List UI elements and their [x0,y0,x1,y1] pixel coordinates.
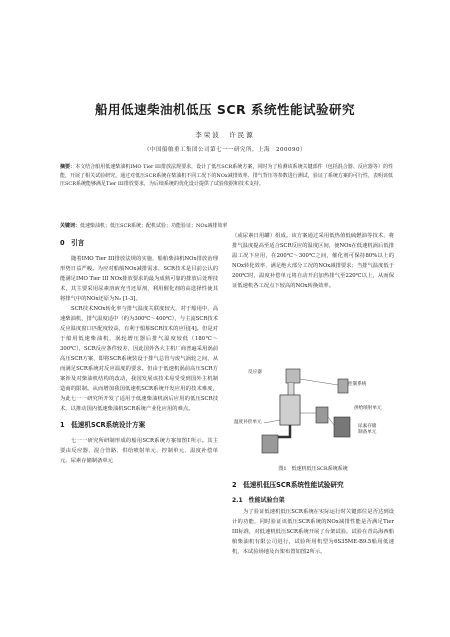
section-1-paragraph-1: 七一一研究所研制形成的船用SCR系统方案如图1所示。其主要由反应器、混合管路、供给喷射单元、控制单元、温度补偿单元、尿素存储制备单元 [60,438,218,464]
keywords-text: 低速柴油机；低压SCR系统；配机试验；功能验证；NOx减排效率 [80,223,228,229]
abstract-label: 摘要： [60,164,76,170]
section-2-heading: 2 低速机低压SCR系统性能试验研究 [232,481,344,489]
control-cabinet-icon [338,379,348,393]
section-0-paragraph-2: SCR技术NOx转化率与排气温度关联度较大，对于船用中、高速柴油机，排气温度适中（约为300℃～400℃），与主流SCR技术反应温度窗口匹配度较高，有利于船舶SCR技术的应用[4]。但是对于船用低速柴油机，涡轮增压器后排气温度较低（180℃～300℃），SCR反应条件较差，因此国外各大主机厂商普遍采用涡前高压SCR方案，即将SCR系统装设于排气总管与废气涡轮之间，从而满足SCR系统对反应温度的要求。但由于低速机涡前高压SCR方案涉及对柴油机结构的改动，我国发展该技术易受受到国外主机制造商的限制。从而增加我国低速机SCR系统开发应用的技术难度，为此七一一研究所开发了适用于低速柴油机涡后应用的低压SCR技术，以推动国内低速柴油机SCR系统产业化应用的难点。 [60,306,218,412]
paper-title: 船用低速柴油机低压 SCR 系统性能试验研究 [94,102,355,117]
label-control: 控制系统 [348,382,367,387]
keywords [60,222,393,230]
section-0-heading: 0 引言 [60,239,85,247]
paper-authors: 李荣波 许民源 [195,131,255,139]
scr-system-diagram [250,365,385,460]
right-column [232,231,394,291]
paper-affiliation: （中国船舶重工集团公司第七一一研究所，上海 200090） [144,147,306,153]
section-2-1-paragraph-1: 为了验证低速机低压SCR系统在实际运行时关键部位是否达到设计的功能，同时验证该低压SCR系统的NOx减排性能是否满足Tier III标准，对低速机低压SCR系统开展了台架试验。试验在青岛海西船舶柴油机有限公司进行，试验所用机型为6S35ME-B9.5船用低速机，本试验场地及台架布置如图2所示。 [232,509,394,555]
section-0-paragraph-1: 随着IMO Tier III排放法规的实施，船舶柴油机NOx排放治理形势日益严峻。为应对船舶NOx减排需求，SCR技术是目前公认的能满足IMO Tier III NOx排放要求的最为成熟可靠的排放后处理技术，其主要采用尿素溶液充当还原剂，利用催化剂的高选择性使其将排气中的NOx还原为N₂ [1-3]。 [60,256,218,302]
abstract [60,163,393,189]
engine-icon [262,435,278,453]
label-heater: 温度补偿单元 [234,420,262,425]
exhaust-outlet-icon [286,369,300,383]
figure-1-caption: 图1 低速机低压SCR系统系统 [278,466,348,472]
label-injector: 供给喷射单元 [354,406,382,411]
abstract-text: 本文结合船用低速柴油机IMO Tier III排放法规要求，设计了低压SCR系统方案，同时为了检测该系统关键部件（包括混合器、反应器等）的性能，开展了相关试验研究。通过对低压SCR系统在柴油机不同工况下的NOx减排效率、排气背压等参数进行测试，验证了系统方案的可行性，表明该低压SCR系统能够满足Tier III排放要求，为后续系统的优化设计提供了试验依据和技术支持。 [60,164,393,188]
section-1-paragraph-2: （或尿素日用罐）组成。该方案通过采用低热值低硫燃油等技术，将排气温度提高至适合SCR反应的温度区间，使NOx在低速机涡后低排温工况下应用，在200℃～300℃之间，催化剂可保持80%以上的NOx转化效率，满足绝大部分工况的NOx减排要求；当排气温度低于200℃时，温度补偿单元将自动开启加热排气至220℃以上，从而保证低速机各工况点下较高的NOx转换效率。 [232,233,394,289]
label-urea-prep: 制备单元 [358,430,377,435]
keywords-label: 关键词： [60,223,81,229]
urea-tank-icon [334,417,350,437]
label-urea-store: 尿素存储 [358,424,377,429]
section-2-1-heading: 2.1 性能试验台架 [232,497,285,504]
left-column [60,238,218,466]
figure-1 [234,365,385,460]
label-reactor: 反应器 [248,370,262,375]
injector-unit-icon [316,407,328,423]
section-1-heading: 1 低速机SCR系统设计方案 [60,421,146,429]
right-column-lower [232,480,394,557]
